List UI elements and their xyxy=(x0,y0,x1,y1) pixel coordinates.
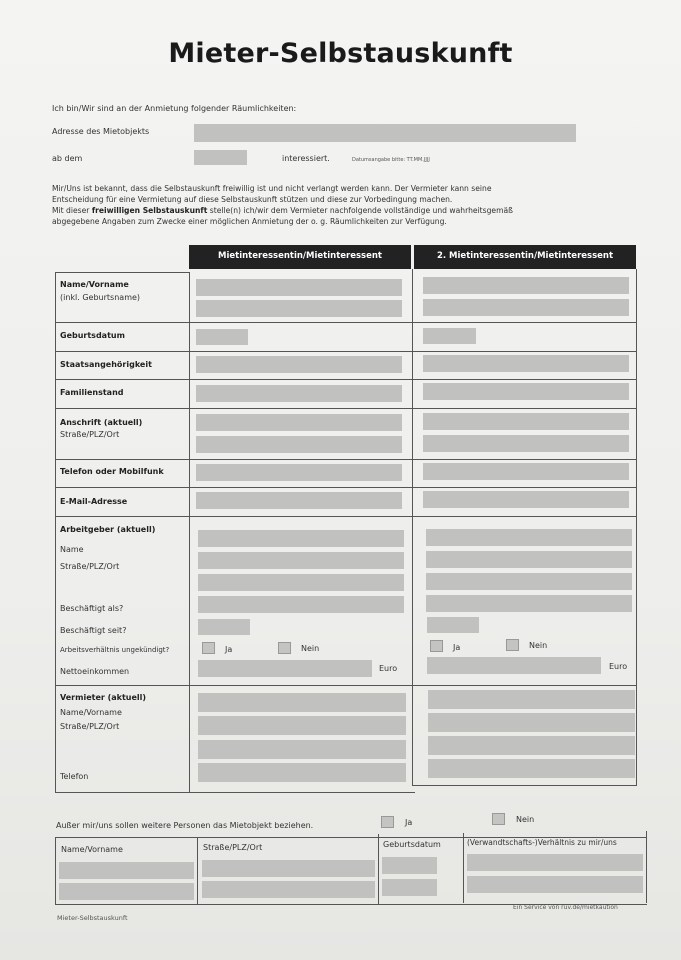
others-table-border xyxy=(463,833,464,903)
birthdate-field-1[interactable] xyxy=(196,329,248,345)
landlord-name-field-1b[interactable] xyxy=(198,716,406,735)
others-table-border xyxy=(197,837,198,905)
table-border-left xyxy=(55,272,56,792)
employer-name-field-2a[interactable] xyxy=(426,529,632,546)
current-address-label-text: Anschrift (aktuell) xyxy=(60,418,143,427)
page-title: Mieter-Selbstauskunft xyxy=(168,38,513,69)
landlord-name-label: Name/Vorname xyxy=(60,708,122,717)
address-field-1b[interactable] xyxy=(196,436,402,453)
employed-since-label: Beschäftigt seit? xyxy=(60,626,127,635)
name-sub-label: (inkl. Geburtsname) xyxy=(60,293,141,302)
birth-label-text: Geburtsdatum xyxy=(60,331,125,340)
employer-name-label: Name xyxy=(60,545,84,554)
address-label: Adresse des Mietobjekts xyxy=(52,127,150,136)
others-header-relation: (Verwandtschafts-)Verhältnis zu mir/uns xyxy=(467,838,617,847)
phone-field-1[interactable] xyxy=(196,464,402,481)
terminated-no-checkbox-2[interactable] xyxy=(506,639,519,651)
employed-since-field-2[interactable] xyxy=(427,617,479,633)
row-separator xyxy=(55,351,637,352)
email-field-2[interactable] xyxy=(423,491,629,508)
name-field-2[interactable] xyxy=(423,277,629,294)
birthname-field-2[interactable] xyxy=(423,299,629,316)
net-income-label: Nettoeinkommen xyxy=(60,667,130,676)
employer-name-field-1b[interactable] xyxy=(198,552,404,569)
row-separator xyxy=(55,516,637,517)
terminated-yes-checkbox-1[interactable] xyxy=(202,642,215,654)
yes-label: Ja xyxy=(453,643,461,652)
para-line xyxy=(52,205,612,216)
employed-as-label: Beschäftigt als? xyxy=(60,604,124,613)
current-address-sub: Straße/PLZ/Ort xyxy=(60,430,120,439)
others-header-birthdate: Geburtsdatum xyxy=(383,840,441,849)
birth-label xyxy=(60,331,125,340)
others-no-checkbox[interactable] xyxy=(492,813,505,825)
others-birthdate-field-1[interactable] xyxy=(382,857,437,874)
interested-label: interessiert. xyxy=(282,154,330,163)
table-border-bottom xyxy=(412,785,637,786)
nationality-field-1[interactable] xyxy=(196,356,402,373)
net-income-field-1[interactable] xyxy=(198,660,372,677)
others-header-address: Straße/PLZ/Ort xyxy=(203,843,263,852)
row-separator xyxy=(55,685,637,686)
name-label-text: Name/Vorname xyxy=(60,280,129,289)
column-header-2: 2. Mietinteressentin/Mietinteressent xyxy=(414,245,636,269)
table-border-col xyxy=(412,269,413,785)
name-field-1[interactable] xyxy=(196,279,402,296)
others-address-field-1[interactable] xyxy=(202,860,375,877)
landlord-street-field-1[interactable] xyxy=(198,740,406,759)
others-relation-field-1[interactable] xyxy=(467,854,643,871)
name-label xyxy=(60,280,129,289)
others-name-field-2[interactable] xyxy=(59,883,194,900)
table-border-bottom xyxy=(55,792,415,793)
employer-street-field-1[interactable] xyxy=(198,574,404,591)
para-text: stelle(n) ich/wir dem Vermieter nachfolgende vollständige und wahrheitsgemäß xyxy=(207,206,513,215)
no-label: Nein xyxy=(529,641,548,650)
others-yes-label: Ja xyxy=(405,818,413,827)
others-no-label: Nein xyxy=(516,815,535,824)
phone-label xyxy=(60,467,164,476)
other-persons-question: Außer mir/uns sollen weitere Personen das Mietobjekt beziehen. xyxy=(56,821,314,830)
landlord-street-label: Straße/PLZ/Ort xyxy=(60,722,120,731)
para-bold: freiwilligen Selbstauskunft xyxy=(91,206,208,215)
row-separator xyxy=(55,379,637,380)
column-header-1: Mietinteressentin/Mietinteressent xyxy=(189,245,411,269)
consent-paragraph xyxy=(52,183,612,227)
landlord-label xyxy=(60,693,146,702)
footer-left: Mieter-Selbstauskunft xyxy=(57,914,128,922)
terminated-no-checkbox-1[interactable] xyxy=(278,642,291,654)
birthdate-field-2[interactable] xyxy=(423,328,476,344)
phone-field-2[interactable] xyxy=(423,463,629,480)
marital-label-text: Familienstand xyxy=(60,388,124,397)
landlord-phone-field-1[interactable] xyxy=(198,763,406,782)
row-separator xyxy=(55,487,637,488)
from-label: ab dem xyxy=(52,154,83,163)
marital-field-1[interactable] xyxy=(196,385,402,402)
marital-label xyxy=(60,388,123,397)
employer-name-field-1a[interactable] xyxy=(198,530,404,547)
net-income-field-2[interactable] xyxy=(427,657,601,674)
landlord-phone-field-2[interactable] xyxy=(428,759,635,778)
address-field-2b[interactable] xyxy=(423,435,629,452)
table-border-top xyxy=(55,272,190,273)
no-label: Nein xyxy=(301,644,320,653)
employed-since-field-1[interactable] xyxy=(198,619,250,635)
nationality-label-text: Staatsangehörigkeit xyxy=(60,360,152,369)
landlord-street-field-2[interactable] xyxy=(428,736,635,755)
landlord-label-text: Vermieter (aktuell) xyxy=(60,693,147,702)
current-address-label xyxy=(60,418,142,427)
others-header-name: Name/Vorname xyxy=(61,845,123,854)
phone-label-text: Telefon oder Mobilfunk xyxy=(60,467,164,476)
footer-right: Ein Service von ruv.de/mietkaution xyxy=(513,904,618,911)
address-field-1a[interactable] xyxy=(196,414,402,431)
birthname-field-1[interactable] xyxy=(196,300,402,317)
para-text: Mit dieser xyxy=(52,206,92,215)
landlord-name-field-1a[interactable] xyxy=(198,693,406,712)
others-name-field-1[interactable] xyxy=(59,862,194,879)
nationality-label xyxy=(60,360,152,369)
marital-field-2[interactable] xyxy=(423,383,629,400)
address-field[interactable] xyxy=(194,124,576,142)
others-table-border xyxy=(646,831,647,903)
others-address-field-2[interactable] xyxy=(202,881,375,898)
email-label xyxy=(60,497,127,506)
landlord-name-field-2b[interactable] xyxy=(428,713,635,732)
table-border-col xyxy=(189,272,190,792)
email-field-1[interactable] xyxy=(196,492,402,509)
para-line: Entscheidung für eine Vermietung auf diese Selbstauskunft stützen und diese zur Vorbedingung machen. xyxy=(52,195,453,204)
employer-label xyxy=(60,525,155,534)
others-table-border xyxy=(55,837,56,905)
row-separator xyxy=(55,459,637,460)
employer-name-field-2b[interactable] xyxy=(426,551,632,568)
address-field-2a[interactable] xyxy=(423,413,629,430)
employer-street-label: Straße/PLZ/Ort xyxy=(60,562,120,571)
landlord-phone-label: Telefon xyxy=(60,772,89,781)
others-table-border xyxy=(378,834,379,904)
terminated-yes-checkbox-2[interactable] xyxy=(430,640,443,652)
row-separator xyxy=(55,408,637,409)
email-label-text: E-Mail-Adresse xyxy=(60,497,128,506)
employed-as-field-1[interactable] xyxy=(198,596,404,613)
para-line: Mir/Uns ist bekannt, dass die Selbstauskunft freiwillig ist und nicht verlangt werden kann. Der Vermieter kann seine xyxy=(52,184,492,193)
nationality-field-2[interactable] xyxy=(423,355,629,372)
employer-label-text: Arbeitgeber (aktuell) xyxy=(60,525,156,534)
date-field[interactable] xyxy=(194,150,247,165)
currency-label: Euro xyxy=(379,664,398,673)
landlord-name-field-2a[interactable] xyxy=(428,690,635,709)
others-birthdate-field-2[interactable] xyxy=(382,879,437,896)
employed-as-field-2[interactable] xyxy=(426,595,632,612)
others-yes-checkbox[interactable] xyxy=(381,816,394,828)
row-separator xyxy=(55,322,637,323)
date-hint: Datumsangabe bitte: TT.MM.JJJJ xyxy=(352,157,430,163)
terminated-label: Arbeitsverhältnis ungekündigt? xyxy=(60,646,170,654)
intro-text: Ich bin/Wir sind an der Anmietung folgender Räumlichkeiten: xyxy=(52,104,297,113)
table-border-right xyxy=(636,269,637,785)
yes-label: Ja xyxy=(225,645,233,654)
para-line: abgegebene Angaben zum Zwecke einer möglichen Anmietung der o. g. Räumlichkeiten zur Verfügung. xyxy=(52,217,447,226)
employer-street-field-2[interactable] xyxy=(426,573,632,590)
others-relation-field-2[interactable] xyxy=(467,876,643,893)
currency-label: Euro xyxy=(609,662,628,671)
